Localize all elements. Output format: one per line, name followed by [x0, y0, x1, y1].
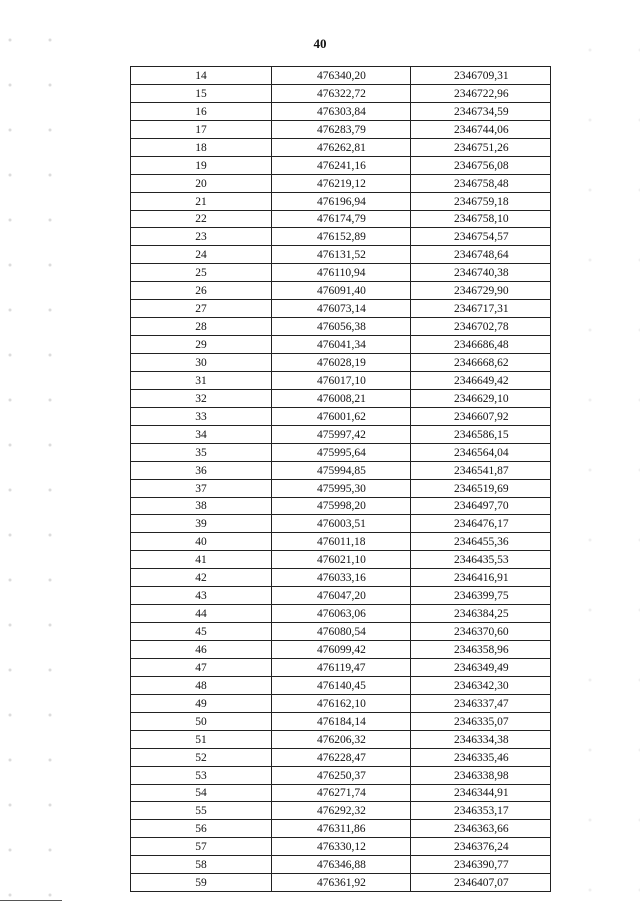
table-row: [131, 407, 551, 425]
x-coordinate-cell: 476303,84: [272, 102, 411, 120]
y-coordinate-cell: 2346758,10: [411, 210, 551, 228]
table-row: [131, 730, 551, 748]
point-number-cell: 21: [131, 192, 272, 210]
y-coordinate-cell: 2346541,87: [411, 461, 551, 479]
point-number-cell: 28: [131, 318, 272, 336]
point-number-cell: 59: [131, 874, 272, 892]
point-number-cell: 36: [131, 461, 272, 479]
y-coordinate-cell: 2346376,24: [411, 838, 551, 856]
y-coordinate-cell: 2346370,60: [411, 623, 551, 641]
x-coordinate-cell: 476162,10: [272, 694, 411, 712]
y-coordinate-cell: 2346668,62: [411, 354, 551, 372]
y-coordinate-cell: 2346407,07: [411, 874, 551, 892]
x-coordinate-cell: 475994,85: [272, 461, 411, 479]
y-coordinate-cell: 2346734,59: [411, 102, 551, 120]
table-row: [131, 425, 551, 443]
table-row: [131, 748, 551, 766]
table-row: [131, 84, 551, 102]
table-row: [131, 443, 551, 461]
y-coordinate-cell: 2346740,38: [411, 264, 551, 282]
y-coordinate-cell: 2346337,47: [411, 694, 551, 712]
x-coordinate-cell: 476017,10: [272, 371, 411, 389]
x-coordinate-cell: 476311,86: [272, 820, 411, 838]
x-coordinate-cell: 476041,34: [272, 336, 411, 354]
y-coordinate-cell: 2346717,31: [411, 300, 551, 318]
point-number-cell: 27: [131, 300, 272, 318]
table-row: [131, 766, 551, 784]
y-coordinate-cell: 2346564,04: [411, 443, 551, 461]
table-row: [131, 712, 551, 730]
x-coordinate-cell: 476174,79: [272, 210, 411, 228]
x-coordinate-cell: 476063,06: [272, 605, 411, 623]
x-coordinate-cell: 476346,88: [272, 856, 411, 874]
x-coordinate-cell: 476008,21: [272, 389, 411, 407]
table-row: [131, 300, 551, 318]
x-coordinate-cell: 476219,12: [272, 174, 411, 192]
table-row: [131, 210, 551, 228]
x-coordinate-cell: 476003,51: [272, 515, 411, 533]
y-coordinate-cell: 2346344,91: [411, 784, 551, 802]
table-row: [131, 371, 551, 389]
y-coordinate-cell: 2346363,66: [411, 820, 551, 838]
table-row: [131, 838, 551, 856]
table-row: [131, 461, 551, 479]
point-number-cell: 33: [131, 407, 272, 425]
y-coordinate-cell: 2346416,91: [411, 569, 551, 587]
table-row: [131, 246, 551, 264]
point-number-cell: 38: [131, 497, 272, 515]
y-coordinate-cell: 2346758,48: [411, 174, 551, 192]
x-coordinate-cell: 476241,16: [272, 156, 411, 174]
y-coordinate-cell: 2346390,77: [411, 856, 551, 874]
point-number-cell: 53: [131, 766, 272, 784]
point-number-cell: 19: [131, 156, 272, 174]
point-number-cell: 14: [131, 67, 272, 85]
point-number-cell: 41: [131, 551, 272, 569]
point-number-cell: 49: [131, 694, 272, 712]
point-number-cell: 18: [131, 138, 272, 156]
x-coordinate-cell: 476206,32: [272, 730, 411, 748]
x-coordinate-cell: 475995,30: [272, 479, 411, 497]
table-row: [131, 569, 551, 587]
y-coordinate-cell: 2346586,15: [411, 425, 551, 443]
point-number-cell: 46: [131, 641, 272, 659]
point-number-cell: 58: [131, 856, 272, 874]
table-row: [131, 856, 551, 874]
table-row: [131, 497, 551, 515]
y-coordinate-cell: 2346358,96: [411, 641, 551, 659]
coordinates-table-body: [131, 67, 551, 892]
point-number-cell: 43: [131, 587, 272, 605]
y-coordinate-cell: 2346349,49: [411, 658, 551, 676]
table-row: [131, 658, 551, 676]
point-number-cell: 23: [131, 228, 272, 246]
y-coordinate-cell: 2346497,70: [411, 497, 551, 515]
x-coordinate-cell: 476196,94: [272, 192, 411, 210]
scan-edge-line: [0, 900, 62, 901]
point-number-cell: 40: [131, 533, 272, 551]
x-coordinate-cell: 475997,42: [272, 425, 411, 443]
x-coordinate-cell: 476131,52: [272, 246, 411, 264]
table-row: [131, 174, 551, 192]
y-coordinate-cell: 2346756,08: [411, 156, 551, 174]
point-number-cell: 26: [131, 282, 272, 300]
x-coordinate-cell: 476152,89: [272, 228, 411, 246]
table-row: [131, 336, 551, 354]
table-row: [131, 551, 551, 569]
table-row: [131, 156, 551, 174]
y-coordinate-cell: 2346702,78: [411, 318, 551, 336]
y-coordinate-cell: 2346729,90: [411, 282, 551, 300]
point-number-cell: 50: [131, 712, 272, 730]
y-coordinate-cell: 2346335,46: [411, 748, 551, 766]
y-coordinate-cell: 2346519,69: [411, 479, 551, 497]
x-coordinate-cell: 476292,32: [272, 802, 411, 820]
x-coordinate-cell: 476047,20: [272, 587, 411, 605]
x-coordinate-cell: 476033,16: [272, 569, 411, 587]
table-row: [131, 515, 551, 533]
x-coordinate-cell: 476184,14: [272, 712, 411, 730]
y-coordinate-cell: 2346751,26: [411, 138, 551, 156]
x-coordinate-cell: 476330,12: [272, 838, 411, 856]
x-coordinate-cell: 476091,40: [272, 282, 411, 300]
x-coordinate-cell: 476073,14: [272, 300, 411, 318]
point-number-cell: 25: [131, 264, 272, 282]
y-coordinate-cell: 2346744,06: [411, 120, 551, 138]
point-number-cell: 20: [131, 174, 272, 192]
point-number-cell: 54: [131, 784, 272, 802]
table-row: [131, 694, 551, 712]
point-number-cell: 29: [131, 336, 272, 354]
point-number-cell: 30: [131, 354, 272, 372]
x-coordinate-cell: 476080,54: [272, 623, 411, 641]
table-row: [131, 820, 551, 838]
table-row: [131, 479, 551, 497]
x-coordinate-cell: 476099,42: [272, 641, 411, 659]
y-coordinate-cell: 2346335,07: [411, 712, 551, 730]
y-coordinate-cell: 2346686,48: [411, 336, 551, 354]
point-number-cell: 57: [131, 838, 272, 856]
point-number-cell: 22: [131, 210, 272, 228]
x-coordinate-cell: 476262,81: [272, 138, 411, 156]
y-coordinate-cell: 2346342,30: [411, 676, 551, 694]
y-coordinate-cell: 2346649,42: [411, 371, 551, 389]
point-number-cell: 48: [131, 676, 272, 694]
point-number-cell: 39: [131, 515, 272, 533]
table-row: [131, 138, 551, 156]
table-row: [131, 641, 551, 659]
page-number: 40: [313, 36, 327, 51]
y-coordinate-cell: 2346338,98: [411, 766, 551, 784]
table-row: [131, 605, 551, 623]
x-coordinate-cell: 476271,74: [272, 784, 411, 802]
y-coordinate-cell: 2346759,18: [411, 192, 551, 210]
table-row: [131, 282, 551, 300]
point-number-cell: 17: [131, 120, 272, 138]
y-coordinate-cell: 2346399,75: [411, 587, 551, 605]
table-row: [131, 318, 551, 336]
point-number-cell: 51: [131, 730, 272, 748]
table-row: [131, 120, 551, 138]
table-row: [131, 354, 551, 372]
y-coordinate-cell: 2346754,57: [411, 228, 551, 246]
x-coordinate-cell: 476119,47: [272, 658, 411, 676]
y-coordinate-cell: 2346353,17: [411, 802, 551, 820]
point-number-cell: 42: [131, 569, 272, 587]
y-coordinate-cell: 2346476,17: [411, 515, 551, 533]
table-row: [131, 676, 551, 694]
table-row: [131, 228, 551, 246]
table-row: [131, 264, 551, 282]
table-row: [131, 67, 551, 85]
y-coordinate-cell: 2346629,10: [411, 389, 551, 407]
x-coordinate-cell: 476056,38: [272, 318, 411, 336]
point-number-cell: 32: [131, 389, 272, 407]
point-number-cell: 47: [131, 658, 272, 676]
point-number-cell: 16: [131, 102, 272, 120]
point-number-cell: 55: [131, 802, 272, 820]
point-number-cell: 24: [131, 246, 272, 264]
point-number-cell: 56: [131, 820, 272, 838]
x-coordinate-cell: 476322,72: [272, 84, 411, 102]
table-row: [131, 389, 551, 407]
x-coordinate-cell: 476340,20: [272, 67, 411, 85]
y-coordinate-cell: 2346435,53: [411, 551, 551, 569]
table-row: [131, 587, 551, 605]
table-row: [131, 102, 551, 120]
x-coordinate-cell: 476011,18: [272, 533, 411, 551]
table-row: [131, 623, 551, 641]
y-coordinate-cell: 2346607,92: [411, 407, 551, 425]
y-coordinate-cell: 2346384,25: [411, 605, 551, 623]
y-coordinate-cell: 2346748,64: [411, 246, 551, 264]
point-number-cell: 34: [131, 425, 272, 443]
x-coordinate-cell: 475998,20: [272, 497, 411, 515]
table-row: [131, 784, 551, 802]
scan-noise-left: [0, 0, 75, 905]
y-coordinate-cell: 2346334,38: [411, 730, 551, 748]
point-number-cell: 31: [131, 371, 272, 389]
y-coordinate-cell: 2346722,96: [411, 84, 551, 102]
table-row: [131, 802, 551, 820]
x-coordinate-cell: 476228,47: [272, 748, 411, 766]
y-coordinate-cell: 2346709,31: [411, 67, 551, 85]
x-coordinate-cell: 476028,19: [272, 354, 411, 372]
table-row: [131, 874, 551, 892]
point-number-cell: 15: [131, 84, 272, 102]
x-coordinate-cell: 476001,62: [272, 407, 411, 425]
coordinates-table: [130, 66, 551, 892]
x-coordinate-cell: 475995,64: [272, 443, 411, 461]
x-coordinate-cell: 476140,45: [272, 676, 411, 694]
y-coordinate-cell: 2346455,36: [411, 533, 551, 551]
x-coordinate-cell: 476283,79: [272, 120, 411, 138]
point-number-cell: 44: [131, 605, 272, 623]
table-row: [131, 533, 551, 551]
x-coordinate-cell: 476021,10: [272, 551, 411, 569]
point-number-cell: 45: [131, 623, 272, 641]
point-number-cell: 52: [131, 748, 272, 766]
point-number-cell: 37: [131, 479, 272, 497]
scan-noise-right: [570, 0, 640, 905]
x-coordinate-cell: 476250,37: [272, 766, 411, 784]
x-coordinate-cell: 476110,94: [272, 264, 411, 282]
x-coordinate-cell: 476361,92: [272, 874, 411, 892]
point-number-cell: 35: [131, 443, 272, 461]
table-row: [131, 192, 551, 210]
